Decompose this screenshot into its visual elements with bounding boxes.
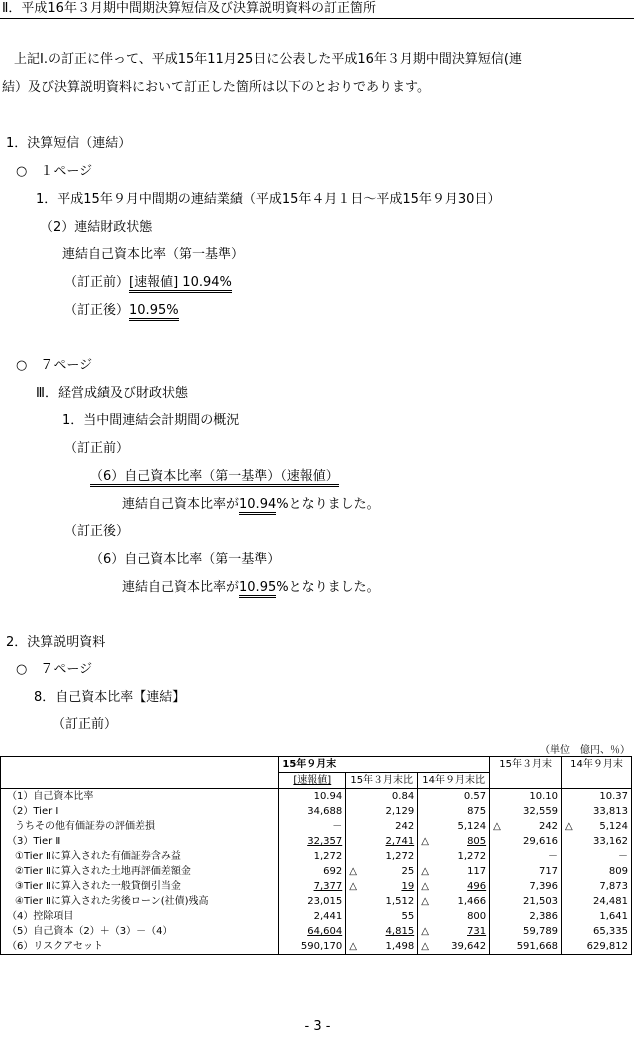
col-prelim — [279, 773, 346, 789]
cell-value: 1,272 — [313, 851, 343, 862]
item-6-before-prelim: （速報値） — [280, 469, 339, 487]
cell-value: 19 — [401, 881, 415, 892]
col-vs-mar15: 15年３月末比 — [346, 773, 418, 789]
before-value: [速報値] 10.94% — [129, 275, 232, 293]
table-row — [1, 909, 632, 924]
table-row — [1, 789, 632, 805]
cell-col-4 — [490, 834, 562, 849]
cell-col-2 — [346, 834, 418, 849]
after-label-2: （訂正後） — [64, 524, 130, 539]
cell-value: 33,813 — [593, 806, 628, 817]
cell-col-5 — [562, 849, 632, 864]
page-number: - 3 - — [304, 1019, 331, 1034]
sentence-after-num: 10.95 — [239, 580, 276, 598]
row-label: ④Tier Ⅱに算入された劣後ローン(社債)残高 — [1, 894, 279, 909]
cell-value: 5,124 — [599, 821, 628, 832]
cell-value: 55 — [401, 911, 415, 922]
cell-value: 10.37 — [599, 791, 628, 802]
cell-col-1 — [279, 789, 346, 805]
row-label: （2）Tier Ⅰ — [1, 804, 279, 819]
cell-col-5 — [562, 789, 632, 805]
cell-value: 5,124 — [457, 821, 487, 832]
cell-col-2 — [346, 924, 418, 939]
cell-col-2 — [346, 804, 418, 819]
cell-col-4 — [490, 879, 562, 894]
cell-value: 242 — [395, 821, 415, 832]
cell-value: 21,503 — [523, 896, 559, 907]
cell-col-4 — [490, 804, 562, 819]
cell-col-2 — [346, 789, 418, 805]
item-6-after: （6）自己資本比率（第一基準） — [90, 552, 281, 567]
cell-col-3 — [418, 924, 490, 939]
cell-col-4 — [490, 894, 562, 909]
cell-value: 717 — [538, 866, 559, 877]
cell-col-2 — [346, 819, 418, 834]
cell-value: － — [618, 851, 628, 862]
cell-col-5 — [562, 909, 632, 924]
cell-value: 39,642 — [451, 941, 487, 952]
cell-value: 800 — [467, 911, 487, 922]
cell-col-2 — [346, 909, 418, 924]
cell-col-1 — [279, 924, 346, 939]
cell-col-4 — [490, 924, 562, 939]
cell-value: 29,616 — [523, 836, 559, 847]
cell-col-4 — [490, 849, 562, 864]
row-label: （6）リスクアセット — [1, 939, 279, 955]
table-row — [1, 864, 632, 879]
cell-col-1 — [279, 849, 346, 864]
row-label: ①Tier Ⅱに算入された有価証券含み益 — [1, 849, 279, 864]
intro-line-1: 上記Ⅰ.の訂正に伴って、平成15年11月25日に公表した平成16年３月期中間決算短信(連 — [14, 52, 522, 67]
cell-value: 591,668 — [516, 941, 559, 952]
cell-value: 2,441 — [313, 911, 343, 922]
negative-marker: △ — [421, 836, 429, 847]
cell-col-1 — [279, 864, 346, 879]
col-vs-sep14: 14年９月末比 — [418, 773, 490, 789]
cell-value: 33,162 — [593, 836, 628, 847]
cell-col-3 — [418, 879, 490, 894]
section-3-heading: Ⅲ．経営成績及び財政状態 — [36, 386, 188, 401]
cell-col-4 — [490, 819, 562, 834]
item-8: 8．自己資本比率【連結】 — [34, 690, 186, 705]
sentence-before — [122, 497, 380, 513]
sentence-after-b: %となりました。 — [276, 580, 380, 595]
cell-col-2 — [346, 849, 418, 864]
table-unit: （単位 億円、％） — [540, 745, 630, 756]
cell-value: 24,481 — [593, 896, 628, 907]
cell-col-1 — [279, 804, 346, 819]
before-label-3: （訂正前） — [52, 717, 118, 732]
negative-marker: △ — [421, 881, 429, 892]
capital-ratio-table — [0, 756, 632, 955]
cell-value: 7,873 — [599, 881, 628, 892]
after-label-text: （訂正後） — [64, 303, 130, 318]
cell-col-2 — [346, 879, 418, 894]
cell-col-1 — [279, 819, 346, 834]
before-label-2: （訂正前） — [64, 441, 130, 456]
cell-col-2 — [346, 864, 418, 879]
cell-value: 2,386 — [529, 911, 559, 922]
intro-line-2: 結）及び決算説明資料において訂正した箇所は以下のとおりであります。 — [2, 80, 430, 95]
cell-value: 731 — [467, 926, 487, 937]
row-label: ③Tier Ⅱに算入された一般貸倒引当金 — [1, 879, 279, 894]
cell-col-5 — [562, 804, 632, 819]
negative-marker: △ — [421, 941, 429, 952]
cell-col-4 — [490, 909, 562, 924]
after-label — [64, 303, 179, 319]
cell-col-2 — [346, 939, 418, 955]
cell-col-4 — [490, 939, 562, 955]
section-2-heading: 2．決算説明資料 — [6, 635, 106, 650]
cell-col-2 — [346, 894, 418, 909]
cell-col-1 — [279, 834, 346, 849]
col-prelim-text: [速報値] — [293, 775, 332, 786]
page-title: Ⅱ．平成16年３月期中間期決算短信及び決算説明資料の訂正箇所 — [2, 1, 376, 16]
cell-value: 117 — [467, 866, 487, 877]
cell-value: 809 — [608, 866, 628, 877]
table-row — [1, 834, 632, 849]
cell-col-5 — [562, 819, 632, 834]
header-blank — [1, 757, 279, 773]
table-row — [1, 849, 632, 864]
cell-value: 496 — [467, 881, 487, 892]
cell-col-3 — [418, 864, 490, 879]
cell-value: 692 — [323, 866, 343, 877]
table-row — [1, 804, 632, 819]
sub-1-heading: 1．当中間連結会計期間の概況 — [62, 413, 240, 428]
cell-col-3 — [418, 789, 490, 805]
cell-value: 65,335 — [593, 926, 628, 937]
section-1-heading: 1．決算短信（連結） — [6, 136, 132, 151]
cell-col-5 — [562, 864, 632, 879]
cell-col-3 — [418, 834, 490, 849]
cell-value: － — [548, 851, 559, 862]
sentence-after-a: 連結自己資本比率が — [122, 580, 240, 595]
negative-marker: △ — [349, 881, 357, 892]
negative-marker: △ — [349, 941, 357, 952]
cell-col-4 — [490, 864, 562, 879]
cell-value: 242 — [538, 821, 559, 832]
cell-col-1 — [279, 939, 346, 955]
col-15sep: 15年９月末 — [279, 757, 490, 773]
cell-value: 4,815 — [385, 926, 415, 937]
item-6-before-text: （6）自己資本比率（第一基準） — [90, 469, 280, 487]
item-2: （2）連結財政状態 — [40, 220, 153, 235]
cell-col-1 — [279, 909, 346, 924]
sentence-before-b: %となりました。 — [276, 497, 380, 512]
negative-marker: △ — [421, 926, 429, 937]
sentence-before-a: 連結自己資本比率が — [122, 497, 240, 512]
table-row — [1, 879, 632, 894]
cell-value: 0.57 — [463, 791, 487, 802]
cell-value: 2,129 — [385, 806, 415, 817]
cell-value: 629,812 — [586, 941, 628, 952]
cell-col-5 — [562, 894, 632, 909]
before-label-text: （訂正前） — [64, 275, 130, 290]
cell-value: 59,789 — [523, 926, 559, 937]
page-1-bullet: ○ １ページ — [16, 164, 93, 179]
cell-value: － — [332, 821, 343, 832]
cell-value: 1,466 — [457, 896, 487, 907]
row-label: （5）自己資本（2）＋（3）－（4） — [1, 924, 279, 939]
cell-col-3 — [418, 939, 490, 955]
cell-value: 590,170 — [300, 941, 343, 952]
item-1: 1．平成15年９月中間期の連結業績（平成15年４月１日～平成15年９月30日） — [36, 192, 501, 207]
row-label: うちその他有価証券の評価差損 — [1, 819, 279, 834]
cell-col-4 — [490, 789, 562, 805]
cell-value: 1,272 — [457, 851, 487, 862]
cell-value: 32,357 — [307, 836, 343, 847]
cell-col-3 — [418, 804, 490, 819]
negative-marker: △ — [421, 896, 429, 907]
cell-value: 875 — [467, 806, 487, 817]
negative-marker: △ — [349, 866, 357, 877]
cell-col-3 — [418, 909, 490, 924]
cell-col-1 — [279, 879, 346, 894]
cell-col-5 — [562, 879, 632, 894]
col-14sep: 14年９月末 — [562, 757, 632, 789]
table-row — [1, 924, 632, 939]
cell-col-5 — [562, 834, 632, 849]
page-7-bullet-2: ○ ７ページ — [16, 662, 93, 677]
cell-value: 34,688 — [307, 806, 343, 817]
negative-marker: △ — [421, 866, 429, 877]
table-row — [1, 939, 632, 955]
col-15mar: 15年３月末 — [490, 757, 562, 789]
cell-value: 23,015 — [307, 896, 343, 907]
cell-value: 64,604 — [307, 926, 343, 937]
cell-col-3 — [418, 849, 490, 864]
cell-value: 7,396 — [529, 881, 559, 892]
negative-marker: △ — [493, 821, 501, 832]
table-row — [1, 819, 632, 834]
cell-value: 1,272 — [385, 851, 415, 862]
cell-col-5 — [562, 939, 632, 955]
row-label: ②Tier Ⅱに算入された土地再評価差額金 — [1, 864, 279, 879]
cell-value: 7,377 — [313, 881, 343, 892]
cell-value: 1,641 — [599, 911, 628, 922]
row-label: （1）自己資本比率 — [1, 789, 279, 805]
item-3: 連結自己資本比率（第一基準） — [62, 247, 245, 262]
cell-value: 0.84 — [391, 791, 415, 802]
table-row — [1, 894, 632, 909]
cell-value: 2,741 — [385, 836, 415, 847]
cell-col-1 — [279, 894, 346, 909]
cell-value: 25 — [401, 866, 415, 877]
cell-value: 32,559 — [523, 806, 559, 817]
negative-marker: △ — [565, 821, 573, 832]
cell-col-3 — [418, 894, 490, 909]
cell-value: 10.10 — [529, 791, 559, 802]
before-label — [64, 275, 232, 291]
header-blank-2 — [1, 773, 279, 789]
after-value: 10.95% — [129, 303, 179, 321]
row-label: （3）Tier Ⅱ — [1, 834, 279, 849]
sentence-after — [122, 580, 380, 596]
cell-value: 10.94 — [313, 791, 343, 802]
item-6-before — [90, 469, 339, 485]
row-label: （4）控除項目 — [1, 909, 279, 924]
cell-col-3 — [418, 819, 490, 834]
cell-col-5 — [562, 924, 632, 939]
sentence-before-num: 10.94 — [239, 497, 276, 515]
cell-value: 1,512 — [385, 896, 415, 907]
page-7-bullet: ○ ７ページ — [16, 358, 93, 373]
cell-value: 1,498 — [385, 941, 415, 952]
cell-value: 805 — [467, 836, 487, 847]
